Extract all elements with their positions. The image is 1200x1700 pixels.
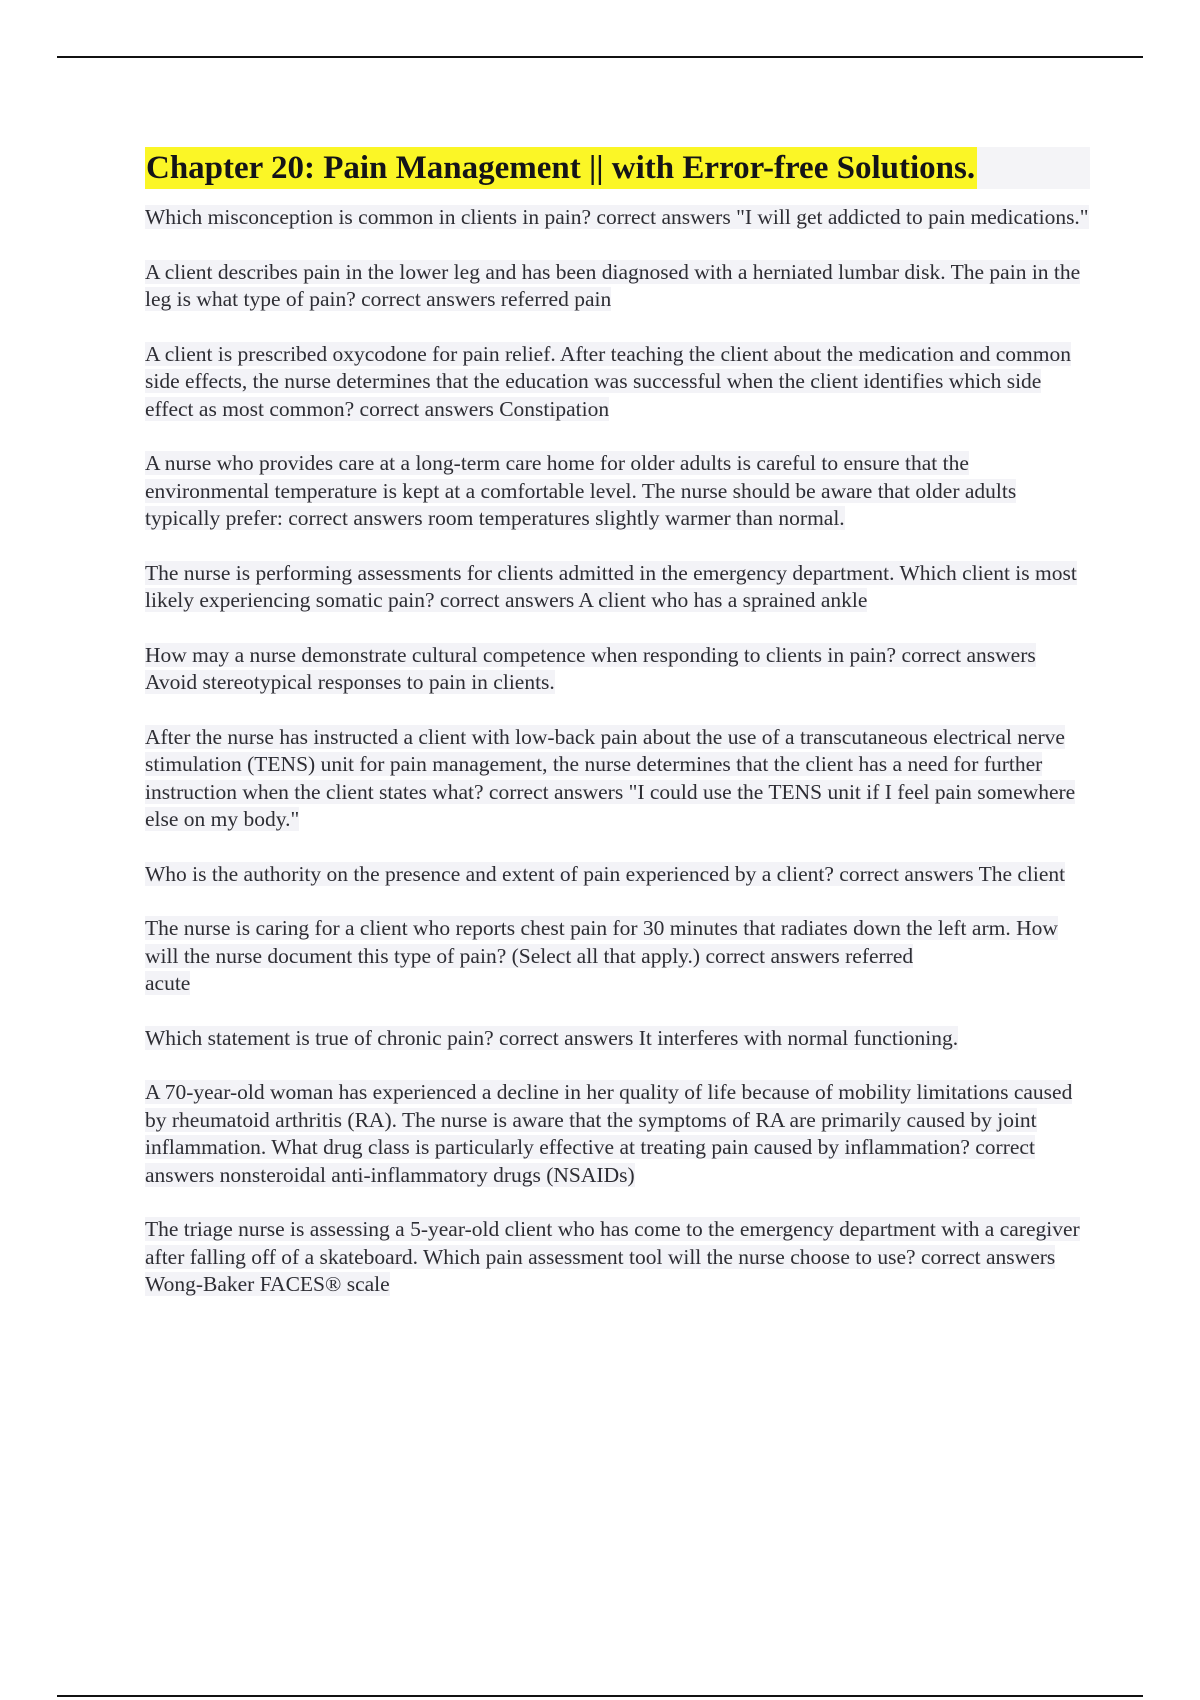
qa-extra-line [145, 970, 1090, 998]
qa-item-1 [145, 204, 1090, 232]
qa-extra-text: acute [145, 971, 191, 995]
title-block [145, 147, 1090, 189]
qa-text: How may a nurse demonstrate cultural competence when responding to clients in pain? correct answers Avoid stereotypical responses to pain in clients. [145, 642, 1036, 694]
qa-item-4 [145, 450, 1090, 533]
qa-item-2 [145, 259, 1090, 314]
qa-text: A client is prescribed oxycodone for pain relief. After teaching the client about the medication and common side effects, the nurse determines that the education was successful when the client identifies which side effect as most common? correct answers Constipation [145, 341, 1071, 421]
qa-item-9 [145, 915, 1090, 998]
qa-text: A 70-year-old woman has experienced a decline in her quality of life because of mobility limitations caused by rheumatoid arthritis (RA). The nurse is aware that the symptoms of RA are primarily caused by joint inflammation. What drug class is particularly effective at treating pain caused by inflammation? correct answers nonsteroidal anti-inflammatory drugs (NSAIDs) [145, 1080, 1073, 1187]
qa-text: Which misconception is common in clients in pain? correct answers "I will get addicted to pain medications." [145, 205, 1089, 229]
qa-item-8 [145, 861, 1090, 889]
bottom-divider [57, 1695, 1143, 1697]
qa-text: The nurse is performing assessments for clients admitted in the emergency department. Which client is most likely experiencing somatic pain? correct answers A client who has a sprained ankle [145, 560, 1077, 612]
qa-text: The triage nurse is assessing a 5-year-old client who has come to the emergency department with a caregiver after falling off of a skateboard. Which pain assessment tool will the nurse choose to use? correct answers Wong-Baker FACES® scale [145, 1217, 1080, 1296]
qa-text: Who is the authority on the presence and extent of pain experienced by a client? correct answers The client [145, 861, 1066, 886]
qa-text: The nurse is caring for a client who reports chest pain for 30 minutes that radiates down the left arm. How will the nurse document this type of pain? (Select all that apply.) correct answers referred [145, 916, 1058, 968]
document-body [145, 147, 1090, 1326]
top-divider [57, 56, 1143, 58]
qa-item-12 [145, 1216, 1090, 1299]
qa-item-6 [145, 642, 1090, 697]
qa-text: After the nurse has instructed a client with low-back pain about the use of a transcutaneous electrical nerve stimulation (TENS) unit for pain management, the nurse determines that the client has a need for further instruction when the client states what? correct answers "I could use the TENS unit if I feel pain somewhere else on my body." [145, 724, 1076, 831]
qa-item-5 [145, 560, 1090, 615]
page-title: Chapter 20: Pain Management || with Error-free Solutions. [145, 147, 977, 189]
qa-item-3 [145, 341, 1090, 424]
qa-item-10 [145, 1025, 1090, 1053]
qa-item-11 [145, 1079, 1090, 1189]
qa-text: Which statement is true of chronic pain? correct answers It interferes with normal functioning. [145, 1025, 959, 1050]
qa-text: A nurse who provides care at a long-term care home for older adults is careful to ensure that the environmental temperature is kept at a comfortable level. The nurse should be aware that older adults typically prefer: correct answers room temperatures slightly warmer than normal. [145, 451, 1017, 530]
qa-item-7 [145, 724, 1090, 834]
qa-text: A client describes pain in the lower leg and has been diagnosed with a herniated lumbar disk. The pain in the leg is what type of pain? correct answers referred pain [145, 259, 1081, 311]
